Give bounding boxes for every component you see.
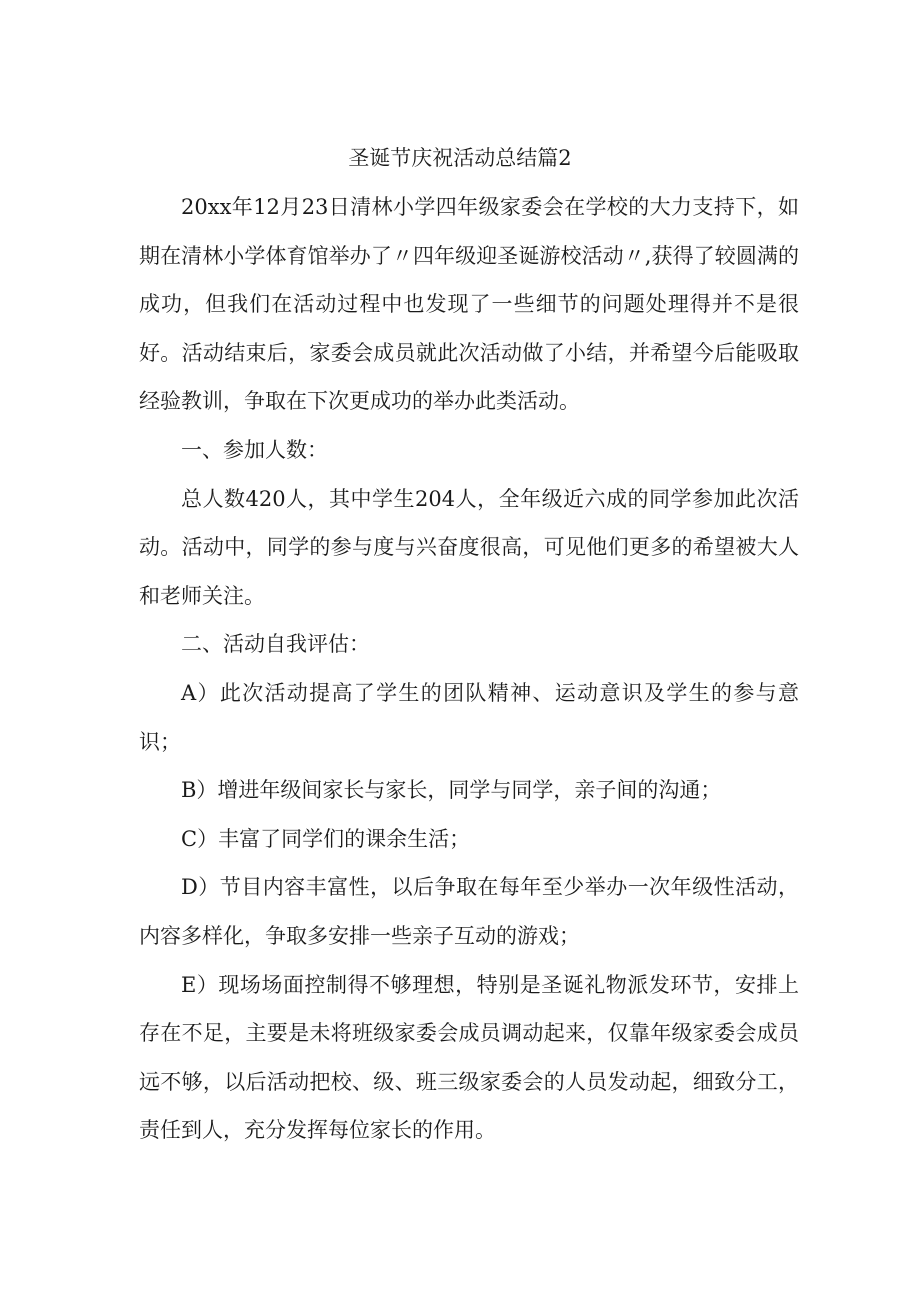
evaluation-item-e: E）现场场面控制得不够理想，特别是圣诞礼物派发环节，安排上存在不足，主要是未将班级家委会成员调动起来，仅靠年级家委会成员远不够，以后活动把校、级、班三级家委会的人员发动起，细致分工，责任到人，充分发挥每位家长的作用。 bbox=[139, 972, 799, 1143]
evaluation-item-b: B）增进年级间家长与家长，同学与同学，亲子间的沟通； bbox=[181, 778, 722, 803]
document-body bbox=[139, 183, 799, 1155]
paragraph-participants: 总人数420人，其中学生204人，全年级近六成的同学参加此次活动。活动中，同学的参与度与兴奋度很高，可见他们更多的希望被大人和老师关注。 bbox=[139, 486, 799, 608]
evaluation-item-d: D）节目内容丰富性，以后争取在每年至少举办一次年级性活动，内容多样化，争取多安排一些亲子互动的游戏； bbox=[139, 875, 799, 948]
paragraph-intro: 20xx年12月23日清林小学四年级家委会在学校的大力支持下，如期在清林小学体育馆举办了〃四年级迎圣诞游校活动〃,获得了较圆满的成功，但我们在活动过程中也发现了一些细节的问题处理得并不是很好。活动结束后，家委会成员就此次活动做了小结，并希望今后能吸取经验教训，争取在下次更成功的举办此类活动。 bbox=[139, 195, 799, 414]
evaluation-item-c: C）丰富了同学们的课余生活； bbox=[181, 826, 471, 851]
evaluation-item-a: A）此次活动提高了学生的团队精神、运动意识及学生的参与意识； bbox=[139, 680, 799, 754]
section-heading-participants: 一、参加人数： bbox=[181, 437, 328, 462]
section-heading-evaluation: 二、活动自我评估： bbox=[181, 632, 370, 657]
document-title: 圣诞节庆祝活动总结篇2 bbox=[348, 146, 572, 170]
